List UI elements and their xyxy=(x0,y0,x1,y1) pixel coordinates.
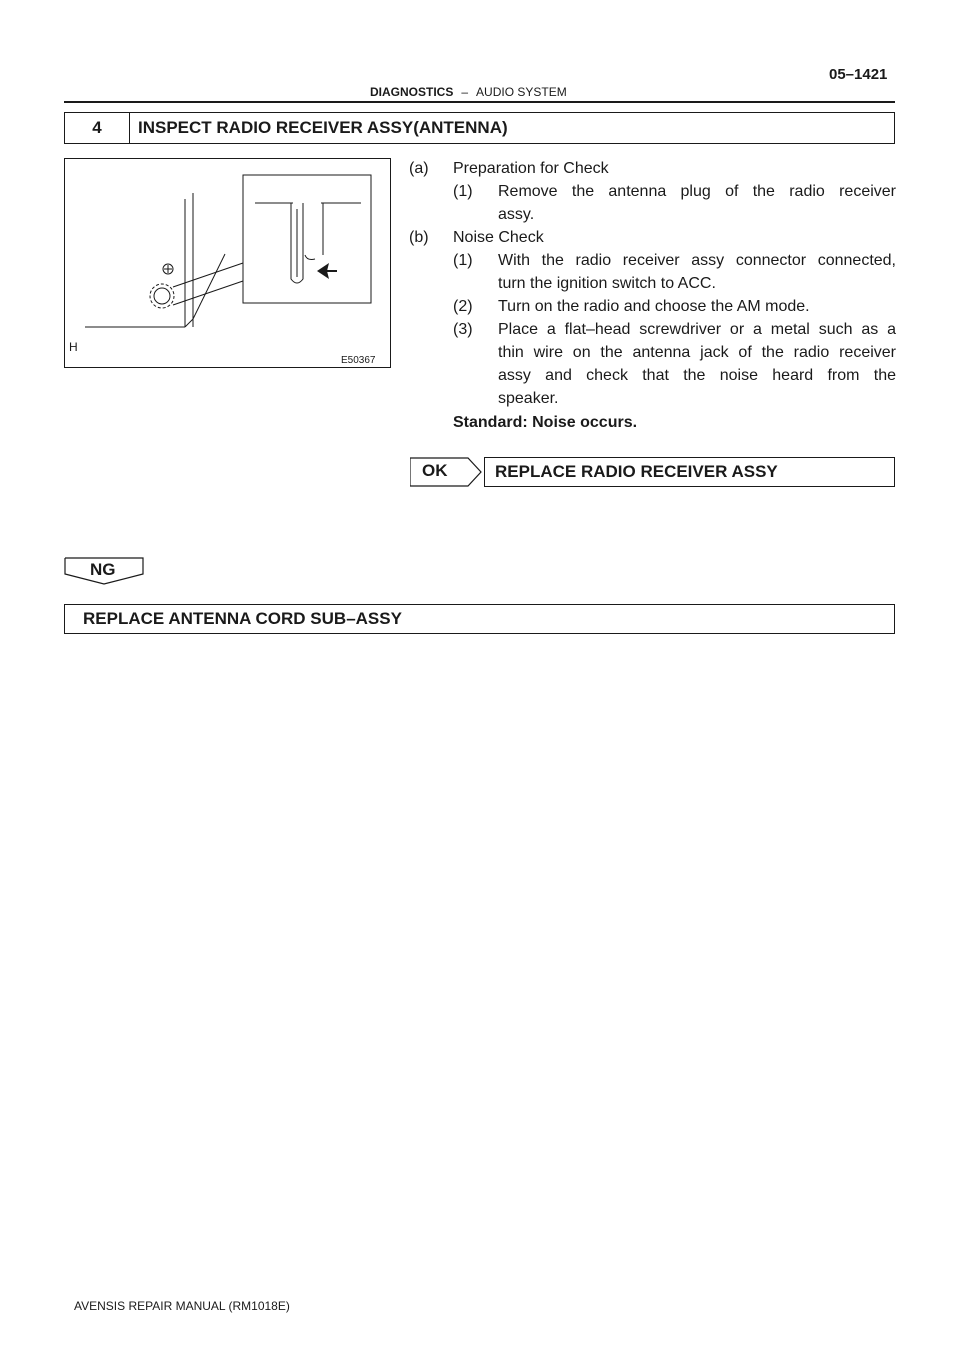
item-b3-number: (3) xyxy=(453,321,473,338)
section-name: DIAGNOSTICS xyxy=(370,85,454,99)
ng-tag-label: NG xyxy=(90,560,116,579)
illustration xyxy=(64,158,391,368)
item-b2-line1: Turn on the radio and choose the AM mode. xyxy=(498,298,810,315)
header-rule xyxy=(64,101,895,103)
item-a1-number: (1) xyxy=(453,183,473,200)
item-a-label: (a) xyxy=(409,160,429,177)
step-title-box xyxy=(64,112,895,144)
item-b3-line2: thin wire on the antenna jack of the radio receiver xyxy=(498,344,896,361)
figure-code: E50367 xyxy=(341,355,376,366)
item-b1-line1: With the radio receiver assy connector connected, xyxy=(498,252,896,269)
section-header xyxy=(370,85,567,99)
page-number: 05–1421 xyxy=(829,66,888,83)
item-a1-line1: Remove the antenna plug of the radio receiver xyxy=(498,183,896,200)
ok-tag-label: OK xyxy=(422,461,448,480)
standard-text: Standard: Noise occurs. xyxy=(453,414,638,431)
subsection-name: AUDIO SYSTEM xyxy=(476,85,567,99)
item-b1-number: (1) xyxy=(453,252,473,269)
item-b-label: (b) xyxy=(409,229,429,246)
header-separator: – xyxy=(461,85,469,99)
figure-mark: H xyxy=(69,340,78,354)
footer-text: AVENSIS REPAIR MANUAL (RM1018E) xyxy=(74,1299,290,1313)
antenna-jack-diagram xyxy=(65,159,390,367)
step-title: INSPECT RADIO RECEIVER ASSY(ANTENNA) xyxy=(138,118,508,137)
item-b1-line2: turn the ignition switch to ACC. xyxy=(498,275,716,292)
ng-action-box: REPLACE ANTENNA CORD SUB–ASSY xyxy=(64,604,895,634)
item-b-text: Noise Check xyxy=(453,229,544,246)
item-b3-line4: speaker. xyxy=(498,390,559,407)
item-a1-line2: assy. xyxy=(498,206,535,223)
ok-action-box: REPLACE RADIO RECEIVER ASSY xyxy=(484,457,895,487)
item-a-text: Preparation for Check xyxy=(453,160,609,177)
item-b3-line3: assy and check that the noise heard from the xyxy=(498,367,896,384)
item-b2-number: (2) xyxy=(453,298,473,315)
item-b3-line1: Place a flat–head screwdriver or a metal such as a xyxy=(498,321,896,338)
step-number: 4 xyxy=(65,113,130,143)
